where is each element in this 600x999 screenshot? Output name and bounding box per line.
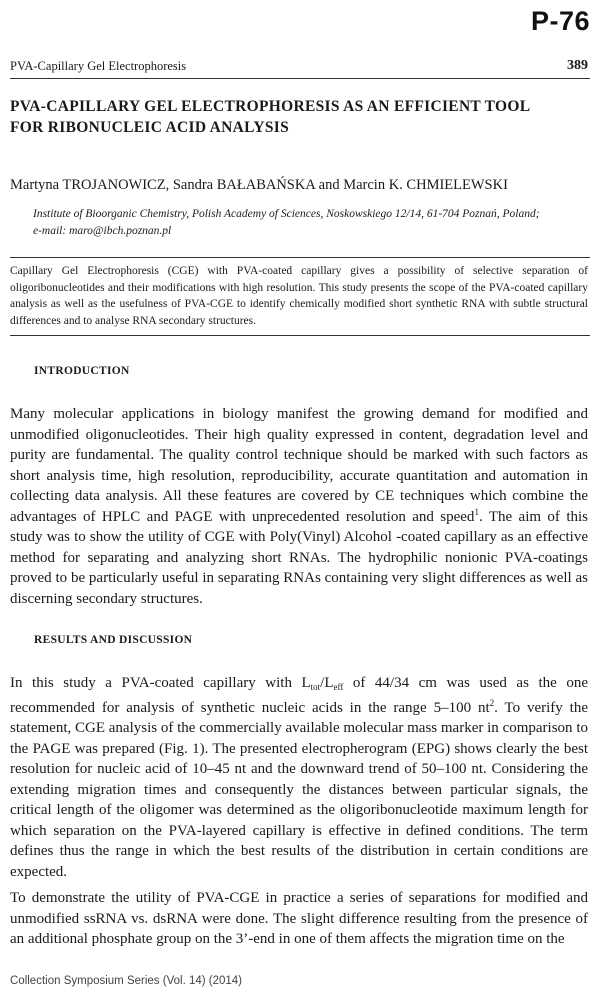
subscript-eff: eff bbox=[333, 682, 344, 692]
running-title: PVA-Capillary Gel Electrophoresis bbox=[10, 59, 187, 73]
abstract-rule-bottom bbox=[10, 335, 590, 336]
abstract: Capillary Gel Electrophoresis (CGE) with PVA-coated capillary gives a possibility of selective separation of oligoribonucleotides and their modifications with high resolution. This study presents the scope of the PVA-coated capillary analysis as well as the usefulness of PVA-CGE to identify chemically modified short synthetic RNA with subtle structural differences and to analyse RNA secondary structures. bbox=[10, 265, 588, 327]
affiliation: Institute of Bioorganic Chemistry, Polish Academy of Sciences, Noskowskiego 12/14, 61-704 Poznań, Poland; bbox=[33, 208, 540, 220]
intro-text-b: . The aim of this study was to show the utility of CGE with Poly(Vinyl) Alcohol -coated capillary as an effective method for separating and analyzing short RNAs. The hydrophilic nonionic PVA-coatings proved to be particularly useful in separating RNAs containing very slight differences as well as discerning secondary structures. bbox=[10, 508, 588, 607]
header-rule bbox=[10, 78, 590, 79]
paper-title-line-2: FOR RIBONUCLEIC ACID ANALYSIS bbox=[10, 119, 290, 136]
authors: Martyna TROJANOWICZ, Sandra BAŁABAŃSKA and Marcin K. CHMIELEWSKI bbox=[10, 177, 508, 193]
results-p1-b: of 44/34 cm was used as the one recommended for analysis of synthetic nucleic acids in the range 5–100 nt bbox=[10, 675, 588, 716]
footer-series: Collection Symposium Series (Vol. 14) (2014) bbox=[10, 975, 243, 987]
results-paragraph-1 bbox=[10, 673, 588, 882]
paper-title-line-1: PVA-CAPILLARY GEL ELECTROPHORESIS AS AN EFFICIENT TOOL bbox=[10, 98, 531, 115]
results-p1-slash: /L bbox=[320, 675, 334, 691]
reference-2: 2 bbox=[489, 697, 495, 708]
abstract-rule-top bbox=[10, 257, 590, 258]
introduction-paragraph bbox=[10, 404, 588, 609]
results-p1-c: . To verify the statement, CGE analysis of the commercially available molecular mass marker in comparison to the PAGE was prepared (Fig. 1). The presented electropherogram (EPG) shows clearly the best resolution for nucleic acid of 10–45 nt and the downward trend of 50–100 nt. Considering the extending migration times and consequently the distances between particular signals, the critical length of the oligomer was determined as the oligoribonucleotide maximum length for which separation on the PVA-layered capillary is effective in defined conditions. The term defines thus the range in which the best results of the distribution in certain conditions are expected. bbox=[10, 699, 588, 880]
results-paragraph-2: To demonstrate the utility of PVA-CGE in practice a series of separations for modified and unmodified ssRNA vs. dsRNA were done. The slight difference resulting from the presence of an additional phosphate group on the 3’-end in one of them affects the migration time on the bbox=[10, 890, 588, 947]
reference-1: 1 bbox=[474, 506, 479, 517]
section-heading-results: RESULTS AND DISCUSSION bbox=[34, 634, 193, 646]
section-heading-introduction: INTRODUCTION bbox=[34, 365, 130, 377]
email: e-mail: maro@ibch.poznan.pl bbox=[33, 225, 172, 237]
affiliation-block bbox=[33, 206, 586, 240]
paper-title bbox=[10, 96, 588, 138]
poster-code: P-76 bbox=[530, 6, 590, 36]
intro-text-a: Many molecular applications in biology manifest the growing demand for modified and unmodified oligonucleotides. Their high quality expressed in content, degradation level and purity are fundamental. The quality control technique should be marked with such factors as short analysis time, high resolution, reproducibility, accurate quantitation and automation in collecting data analysis. All these features are covered by CE techniques which combine the advantages of HPLC and PAGE with unprecedented resolution and speed bbox=[10, 406, 588, 525]
page-number: 389 bbox=[567, 58, 588, 73]
subscript-tot: tot bbox=[310, 682, 321, 692]
results-p1-a: In this study a PVA-coated capillary with L bbox=[10, 675, 311, 691]
